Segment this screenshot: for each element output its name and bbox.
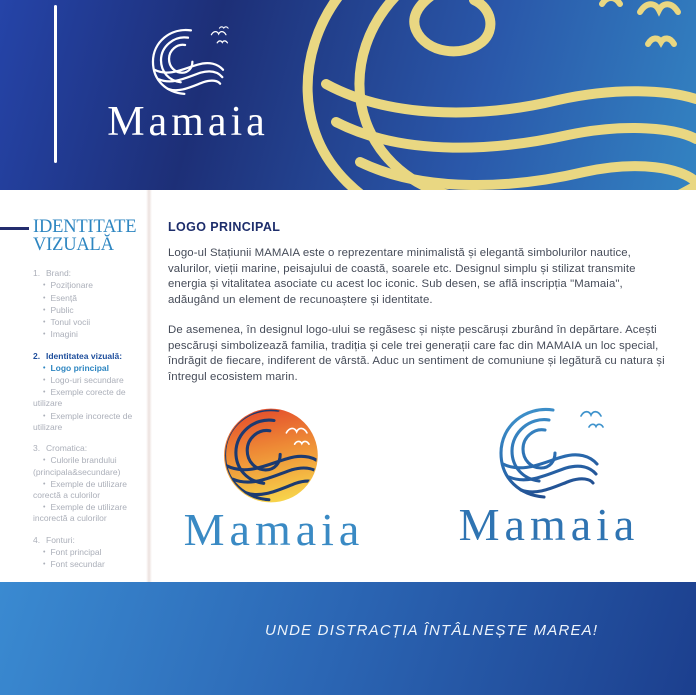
sidebar-item[interactable]: • Tonul vocii — [43, 317, 91, 328]
wave-logo-icon — [144, 26, 232, 99]
sunset-wave-logo-icon — [212, 404, 336, 507]
sidebar-section-fonturi: 4. Fonturi: • Font principal • Font secundar — [33, 535, 155, 571]
main-content — [168, 190, 676, 553]
content-area — [0, 190, 696, 582]
sidebar-item[interactable]: • Public — [43, 304, 74, 315]
logo-variant-outline — [443, 404, 655, 553]
logo-examples-row — [168, 404, 676, 553]
logo-wordmark: Mamaia — [183, 503, 365, 555]
sidebar-item[interactable]: • Exemple corecte de utilizare — [33, 387, 126, 409]
sidebar-item[interactable]: • Exemple de utilizare incorectă a culorilor — [33, 502, 127, 524]
page-heading: LOGO PRINCIPAL — [168, 220, 281, 234]
sidebar-item[interactable]: • Exemple de utilizare corectă a culorilor — [33, 478, 127, 500]
body-paragraph: Logo-ul Stațiunii MAMAIA este o reprezentare minimalistă și elegantă simbolurilor nautice, valurilor, vieții marine, peisajului de coastă, soarele etc. Designul simplu și stilizat transmite energia și vitalitatea asociate cu acest loc iconic. Sub desen, se află inscripția "Mamaia", adăugând un element de recunoaștere și identitate. — [168, 247, 636, 307]
sidebar-item-logo-principal[interactable]: • Logo principal — [43, 362, 110, 373]
sidebar-section-identitate-vizuala: 2. Identitatea vizuală: • Logo principal • Logo-uri secundare • Exemple corecte de utilizare • Exemple incorecte de utilizare — [33, 351, 155, 434]
vertical-divider — [54, 5, 57, 163]
sidebar-item[interactable]: • Esență — [43, 292, 77, 303]
seagulls-icon — [581, 412, 603, 427]
sidebar-item[interactable]: • Culorile brandului (principala&secundare) — [33, 455, 121, 477]
sidebar-item[interactable]: • Poziționare — [43, 280, 93, 291]
brand-wordmark: Mamaia — [107, 99, 269, 145]
brand-tagline: UNDE DISTRACȚIA ÎNTÂLNEȘTE MAREA! — [265, 622, 599, 639]
sidebar-item[interactable]: • Imagini — [43, 329, 78, 340]
sidebar-item[interactable]: • Exemple incorecte de utilizare — [33, 410, 133, 432]
logo-variant-sunset — [168, 404, 380, 553]
primary-logo-white — [88, 26, 288, 143]
banner — [0, 0, 696, 190]
logo-wordmark: Mamaia — [458, 498, 640, 550]
sidebar-title: IDENTITATE VIZUALĂ — [33, 218, 155, 254]
sidebar-item[interactable]: • Font principal — [43, 546, 102, 557]
footer — [0, 582, 696, 695]
blue-wave-logo-icon — [489, 404, 609, 504]
sidebar-section-brand: 1. Brand: • Poziționare • Esență • Public • Tonul vocii • Imagini — [33, 268, 155, 340]
sidebar-section-cromatica: 3. Cromatica: • Culorile brandului (principala&secundare) • Exemple de utilizare corectă a culorilor • Exemple de utilizare incorectă a culorilor — [33, 443, 155, 525]
sidebar-item[interactable]: • Font secundar — [43, 559, 105, 570]
seagulls-icon — [211, 32, 227, 43]
sidebar-item[interactable]: • Logo-uri secundare — [43, 375, 124, 385]
body-paragraph: De asemenea, în designul logo-ului se regăsesc și niște pescăruși zburând în depărtare. Acești pescăruși simbolizează familia, tradiția și cele trei generații care fac din MAMAIA un loc special, îndrăgit de fiecare, indiferent de vârstă. Aduc un sentiment de comuniune și legătură cu natura și întregul ecosistem marin. — [168, 323, 665, 384]
